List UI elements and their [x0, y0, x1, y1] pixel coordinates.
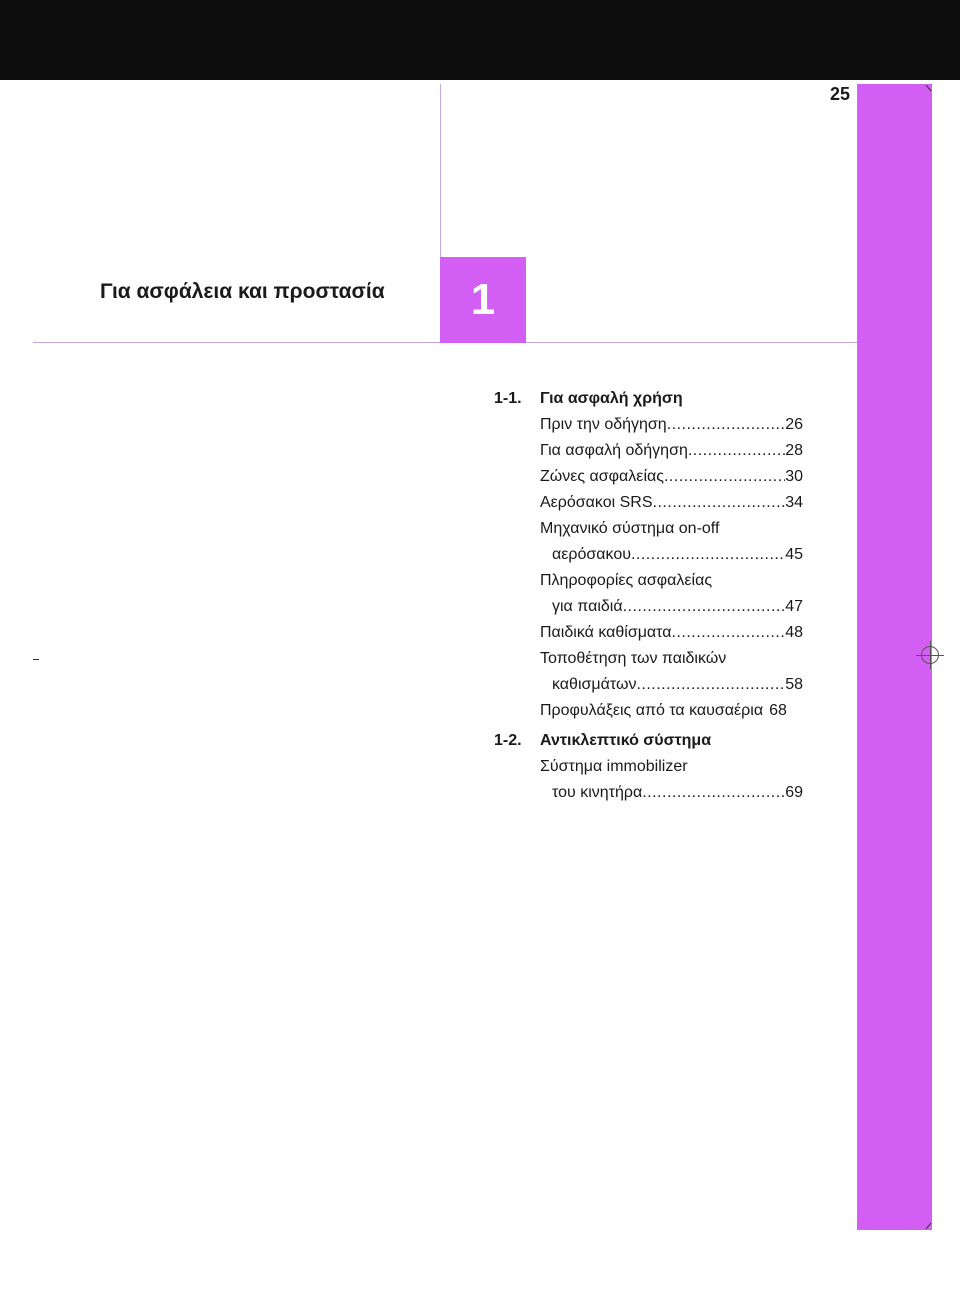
toc-page-number: 26 [785, 416, 803, 433]
registration-mark-v [930, 641, 931, 669]
toc-entry[interactable] [540, 698, 803, 724]
toc-entry[interactable] [540, 568, 803, 620]
toc-entry-text: για παιδιά [552, 598, 623, 615]
toc-page-number: 48 [785, 624, 803, 641]
toc-entry-text: Σύστημα immobilizer [540, 758, 688, 775]
crop-mark-left [33, 659, 39, 660]
toc-page-number: 58 [785, 676, 803, 693]
toc-leader-dots [664, 464, 785, 490]
toc-section-heading [494, 386, 803, 412]
toc-entry-line [540, 754, 803, 780]
toc-entry-text: αερόσακου [552, 546, 631, 563]
toc-entry-line [540, 698, 803, 724]
toc-entry-line [540, 412, 803, 438]
toc-leader-dots [653, 490, 786, 516]
vertical-divider [440, 84, 441, 258]
toc-page-number: 69 [785, 784, 803, 801]
toc-entry[interactable] [540, 646, 803, 698]
toc-entry-line [540, 672, 803, 698]
toc-entry[interactable] [540, 620, 803, 646]
toc-entry-text: του κινητήρα [552, 784, 643, 801]
toc-page-number: 45 [785, 546, 803, 563]
toc-leader-dots [667, 412, 786, 438]
chapter-number: 1 [470, 275, 496, 324]
toc-section-number: 1-1. [494, 390, 522, 407]
toc-leader-dots [623, 594, 786, 620]
toc-entry[interactable] [540, 438, 803, 464]
toc-section-title: Για ασφαλή χρήση [540, 390, 683, 407]
page-number: 25 [829, 84, 850, 104]
toc-entry[interactable] [540, 412, 803, 438]
toc-entry-text: Αερόσακοι SRS [540, 494, 653, 511]
chapter-number-box [440, 257, 526, 343]
toc-page-number: 30 [785, 468, 803, 485]
chapter-title: Για ασφάλεια και προστασία [100, 280, 385, 303]
toc-entry-text: Πριν την οδήγηση [540, 416, 667, 433]
toc-section-number: 1-2. [494, 732, 522, 749]
toc-entry-text: Πληροφορίες ασφαλείας [540, 572, 713, 589]
toc-entry-line [540, 464, 803, 490]
toc-page-number: 47 [785, 598, 803, 615]
toc-entry-text: καθισμάτων [552, 676, 637, 693]
toc-entry-line [540, 568, 803, 594]
toc-leader-dots [642, 780, 785, 806]
toc-leader-dots [631, 542, 785, 568]
toc-leader-dots [688, 438, 785, 464]
toc-entry-text: Προφυλάξεις από τα καυσαέρια [540, 702, 764, 719]
toc-entry-text: Για ασφαλή οδήγηση [540, 442, 688, 459]
toc-section-heading [494, 728, 803, 754]
toc-page-number: 34 [785, 494, 803, 511]
toc-entry-text: Παιδικά καθίσματα [540, 624, 672, 641]
toc-entry[interactable] [540, 516, 803, 568]
toc-leader-dots [672, 620, 786, 646]
toc-entry[interactable] [540, 754, 803, 806]
toc-entry-line [540, 646, 803, 672]
toc-entry-line [540, 516, 803, 542]
toc-entry-text: Τοποθέτηση των παιδικών [540, 650, 727, 667]
toc-leader-dots [636, 672, 785, 698]
table-of-contents [494, 382, 803, 806]
top-black-bar [0, 0, 960, 80]
toc-entry-text: Ζώνες ασφαλείας [540, 468, 664, 485]
toc-section-title: Αντικλεπτικό σύστημα [540, 732, 712, 749]
toc-entry-line [540, 594, 803, 620]
toc-entry-line [540, 620, 803, 646]
toc-entry[interactable] [540, 464, 803, 490]
toc-page-number: 68 [769, 702, 787, 719]
toc-entry[interactable] [540, 490, 803, 516]
toc-entry-line [540, 438, 803, 464]
toc-page-number: 28 [785, 442, 803, 459]
toc-entry-text: Μηχανικό σύστημα on-off [540, 520, 720, 537]
toc-entry-line [540, 542, 803, 568]
toc-entry-line [540, 490, 803, 516]
toc-entry-line [540, 780, 803, 806]
